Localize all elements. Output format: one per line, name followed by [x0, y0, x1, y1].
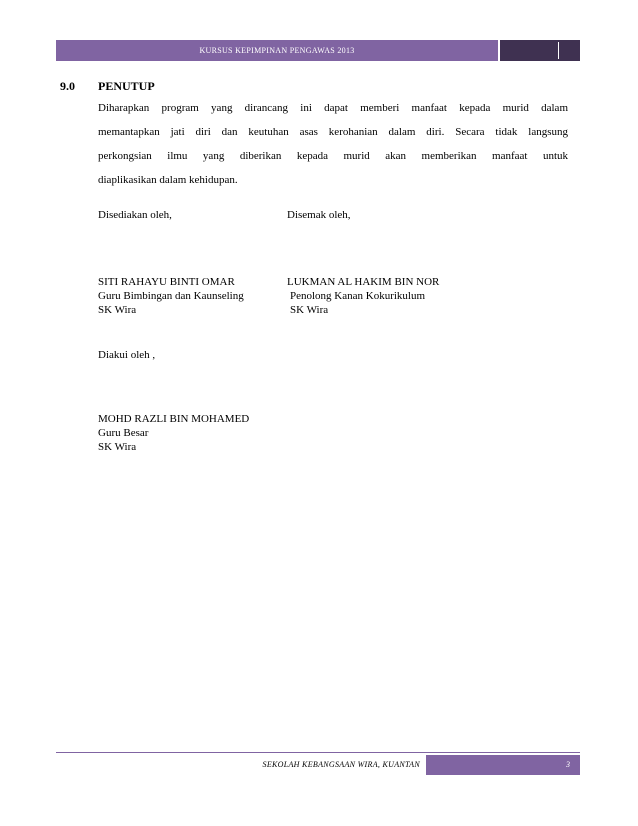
header-title: KURSUS KEPIMPINAN PENGAWAS 2013 — [199, 46, 355, 55]
page-header — [56, 40, 580, 61]
paragraph-line: perkongsian ilmu yang diberikan kepada murid akan memberikan manfaat untuk — [98, 150, 568, 162]
header-divider — [558, 42, 559, 59]
approved-by-position: Guru Besar — [98, 427, 149, 439]
paragraph-line: memantapkan jati diri dan keutuhan asas kerohanian dalam diri. Secara tidak langsung — [98, 126, 568, 138]
section-number: 9.0 — [60, 79, 75, 93]
header-accent-block — [500, 40, 580, 61]
footer-page-box — [426, 755, 580, 775]
paragraph-line: diaplikasikan dalam kehidupan. — [98, 174, 238, 186]
checked-by-school: SK Wira — [290, 304, 329, 316]
page-number: 3 — [566, 760, 570, 769]
checked-by-name: LUKMAN AL HAKIM BIN NOR — [287, 276, 440, 288]
closing-paragraph — [98, 96, 568, 192]
approved-by-name: MOHD RAZLI BIN MOHAMED — [98, 413, 250, 425]
paragraph-line: Diharapkan program yang dirancang ini dapat memberi manfaat kepada murid dalam — [98, 102, 568, 114]
approved-by-school: SK Wira — [98, 441, 137, 453]
footer-school-name: SEKOLAH KEBANGSAAN WIRA, KUANTAN — [262, 760, 420, 769]
footer-rule — [56, 752, 580, 753]
approved-by-label: Diakui oleh , — [98, 349, 156, 361]
section-title: PENUTUP — [98, 79, 155, 93]
checked-by-position: Penolong Kanan Kokurikulum — [290, 290, 426, 302]
prepared-by-label: Disediakan oleh, — [98, 209, 172, 221]
prepared-by-school: SK Wira — [98, 304, 137, 316]
prepared-by-position: Guru Bimbingan dan Kaunseling — [98, 290, 244, 302]
checked-by-label: Disemak oleh, — [287, 209, 351, 221]
page-footer — [56, 755, 580, 775]
prepared-by-name: SITI RAHAYU BINTI OMAR — [98, 276, 235, 288]
